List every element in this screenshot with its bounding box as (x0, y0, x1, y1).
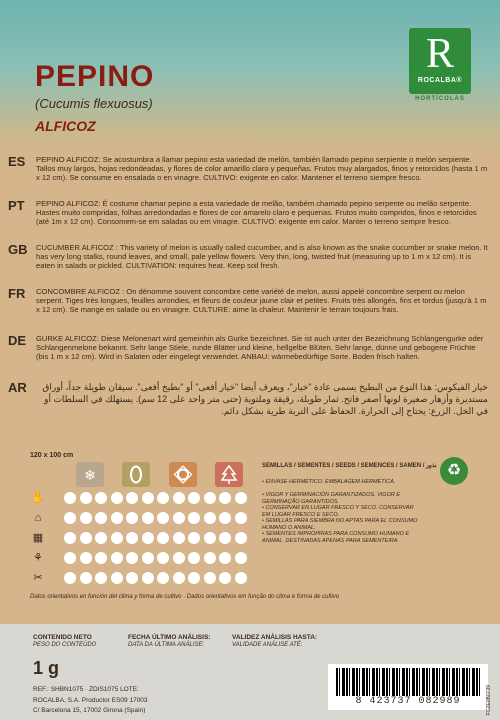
month-circle (142, 572, 154, 584)
autumn-icon (215, 462, 243, 487)
month-circle (142, 532, 154, 544)
lang-text-gb: CUCUMBER ALFICOZ : This variety of melon is usually called cucumber, and is also known as the snake cucumber or snake melon. It has very long stalks, round leaves, and small, pale yellow flowers. Very thin, long, twisted fruit (measuring up to 1 m x 12 cm). It is eaten in salads or pickled. CULTIVATION: requires heat. Keep soil fresh. (36, 243, 488, 270)
month-circle (64, 492, 76, 504)
seedbed-icon: ⌂ (34, 512, 42, 524)
net-weight: 1 g (33, 658, 60, 678)
net-content-sub: PESO DO CONTEÚDO (33, 642, 97, 648)
month-circle (111, 552, 123, 564)
plant-spacing (30, 452, 73, 459)
transplant-icon: ⚘ (33, 552, 43, 564)
month-circle (157, 572, 169, 584)
direct-sowing-icon: ▦ (32, 532, 44, 544)
harvest-icon: ✂ (33, 572, 43, 584)
barcode-bars (336, 668, 480, 696)
lang-code-gb: GB (8, 242, 28, 257)
month-circle (126, 552, 138, 564)
month-circle (80, 552, 92, 564)
month-circle (157, 532, 169, 544)
product-title: PEPINO (35, 60, 155, 93)
lang-code-ar: AR (8, 380, 27, 395)
summer-icon (169, 462, 197, 487)
month-circle (126, 492, 138, 504)
month-circle (204, 532, 216, 544)
month-circle (157, 492, 169, 504)
month-circle (173, 512, 185, 524)
lang-text-es: PEPINO ALFICOZ: Se acostumbra a llamar pepino esta variedad de melón, también llamado pepino serpiente o melón serpiente. Tallos muy largos, hojas redondeadas, y flores de color amarillo claro y pequeñas. Frutos muy alargados, finos y retorcidos (hasta 1 m x 12 cm). Se consume en ensalada o en vinagre. CULTIVO: exigente en calor. Mantener el terreno siempre fresco. (36, 155, 488, 182)
month-circle (64, 552, 76, 564)
month-circle (188, 512, 200, 524)
month-circle (204, 552, 216, 564)
month-circle (173, 492, 185, 504)
analysis-date-label: FECHA ÚLTIMO ANÁLISIS: (128, 634, 211, 641)
month-circle (126, 572, 138, 584)
validity-label: VALIDEZ ANÁLISIS HASTA: (232, 634, 318, 641)
lang-code-pt: PT (8, 198, 25, 213)
month-circle (142, 512, 154, 524)
svg-text:❄: ❄ (84, 468, 96, 484)
legend-item: • VIGOR Y GERMINACIÓN GARANTIZADOS. VIGOR E GERMINAÇÃO GARANTIDOS. (262, 492, 401, 505)
month-circle (95, 512, 107, 524)
month-circle (173, 532, 185, 544)
month-circle (188, 552, 200, 564)
month-circle (142, 552, 154, 564)
month-circle (157, 512, 169, 524)
month-circle (111, 572, 123, 584)
header-band (0, 0, 500, 155)
lang-text-ar: خيار الفيكوس: هذا النوع من البطيخ يسمى عادة "خيار"، ويعرف أيضا "خيار أفعى" أو "بطيخ أفعى". سيقان طويلة جداً، أوراق مستديرة وأزهار صغيرة لونها أصفر فاتح. ثمار طويلة، رقيقة وملتوية (حتى متر واحد على 12 سم). يستهلك في السلطات أو في الخل. الزرع: يحتاج إلى الحرارة. الحفاظ على التربة طرية بشكل دائم. (42, 382, 488, 416)
month-circle (188, 492, 200, 504)
month-circle (219, 512, 231, 524)
latin-name: (Cucumis flexuosus) (35, 96, 153, 111)
sowing-tray-icon: ✋ (31, 492, 45, 504)
month-circle (64, 512, 76, 524)
month-circle (111, 492, 123, 504)
legend-item: • CONSERVAR EN LUGAR FRESCO Y SECO. CONSERVAR EM LUGAR FRESCO E SECO. (262, 505, 414, 518)
legend-item: • SEMILLAS PARA SIEMBRA NO APTAS PARA EL CONSUMO HUMANO O ANIMAL. (262, 518, 418, 531)
orientation-note: Datos orientativos en función del clima y forma de cultivo · Dados orientativos em função do clima e forma de cultivo (30, 594, 340, 600)
month-circle (173, 552, 185, 564)
lang-text-fr: CONCOMBRE ALFICOZ : On dénomme souvent concombre cette variété de melon, aussi appelé concombre serpent ou melon serpent. Tiges très longues, feuilles arrondies, et fleurs de couleur jaune clair et petites. Fruits très allongés, fins et tordus (jusqu'à 1 m x 12 cm). Se mange en salade ou en vinaigre. CULTURE: aime la chaleur. Maintenir le terrain toujours frais. (36, 287, 487, 314)
month-circle (188, 572, 200, 584)
month-circle (95, 572, 107, 584)
net-content-label: CONTENIDO NETO (33, 634, 92, 641)
month-circle (95, 492, 107, 504)
cultivation-calendar (30, 452, 478, 590)
month-circle (235, 552, 247, 564)
month-circle (219, 492, 231, 504)
month-circle (235, 492, 247, 504)
month-circle (111, 532, 123, 544)
month-circle (64, 532, 76, 544)
lang-text-de: GURKE ALFICOZ: Diese Melonenart wird gemeinhin als Gurke bezeichnet. Sie ist auch unter der Bezeichnung Schlangengurke oder Schlangenmelone bekannt. Sehr lange Stiele, runde Blätter und kleine, hellgelbe Blüten. Sehr lange, dünne und gebogene Früchte (bis 1 m x 12 cm). Wird in Salaten oder eingelegt verwendet. ANBAU: wärmebedürftige Sorte. Boden frisch halten. (36, 334, 484, 361)
month-circle (204, 512, 216, 524)
month-circle (219, 552, 231, 564)
month-circle (64, 572, 76, 584)
month-circle (219, 532, 231, 544)
recycle-icon: ♻ (440, 457, 468, 485)
month-circle (173, 572, 185, 584)
validity-sub: VALIDADE ANÁLISE ATÉ: (232, 642, 303, 648)
legend-heading: SEMILLAS / SEMENTES / SEEDS / SEMENCES / SAMEN / بذور (262, 463, 437, 469)
packet-code: FC2E0B0739 (486, 684, 492, 715)
plant-spacing-unit: cm (63, 452, 74, 459)
month-circle (157, 552, 169, 564)
barcode-number: 8 423737 082989 (355, 696, 461, 707)
logo-subtitle: HORTÍCOLAS (415, 96, 465, 102)
producer: ROCALBA, S.A. Productor ES09 17003 (33, 697, 148, 704)
month-circle (142, 492, 154, 504)
legend-item: • ENVASE HERMÉTICO. EMBALAGEM HERMÉTICA. (262, 479, 396, 485)
month-circle (235, 512, 247, 524)
lang-text-pt: PEPINO ALFICOZ: É costume chamar pepino a esta variedade de melão, também chamado pepino serpente ou melão serpente. Hastes muito compridas, folhas arredondadas e flores de cor amarelo claro e pequenas. Frutos muito compridos, finos e retorcidos (até 1m x 12 cm). Consomem-se em saladas ou em vinagre. CULTIVO: exigente em calor. Manter o terreno sempre fresco. (36, 199, 477, 226)
month-circle (111, 512, 123, 524)
month-circle (219, 572, 231, 584)
month-circle (204, 492, 216, 504)
month-circle (126, 512, 138, 524)
legend-item: • SEMENTES IMPRÓPRIAS PARA CONSUMO HUMANO E ANIMAL. DESTINADAS APENAS PARA SEMENTEIRA. (262, 531, 410, 544)
month-circle (126, 532, 138, 544)
barcode (328, 664, 488, 710)
address: C/ Barcelona 15, 17002 Girona (Spain) (33, 707, 146, 714)
month-circle (80, 512, 92, 524)
month-circle (80, 572, 92, 584)
footer (0, 624, 500, 720)
spring-icon (122, 462, 150, 487)
month-circle (235, 532, 247, 544)
variety-name: ALFICOZ (35, 118, 96, 134)
logo-word: ROCALBA® (417, 77, 463, 84)
month-circle (80, 532, 92, 544)
lang-code-fr: FR (8, 286, 26, 301)
month-circle (235, 572, 247, 584)
winter-icon (76, 462, 104, 487)
reference: REF.: SHBN1075 · ZDIS1075 LOTE: (33, 686, 139, 693)
month-circle (204, 572, 216, 584)
month-circle (188, 532, 200, 544)
lang-code-de: DE (8, 333, 27, 348)
analysis-date-sub: DATA DA ÚLTIMA ANÁLISE: (128, 642, 205, 648)
rocalba-logo (409, 28, 471, 94)
month-circle (80, 492, 92, 504)
logo-letter: R (425, 31, 454, 77)
month-circle (95, 552, 107, 564)
plant-spacing-value: 120 x 100 (30, 452, 62, 459)
lang-code-es: ES (8, 154, 26, 169)
month-circle (95, 532, 107, 544)
